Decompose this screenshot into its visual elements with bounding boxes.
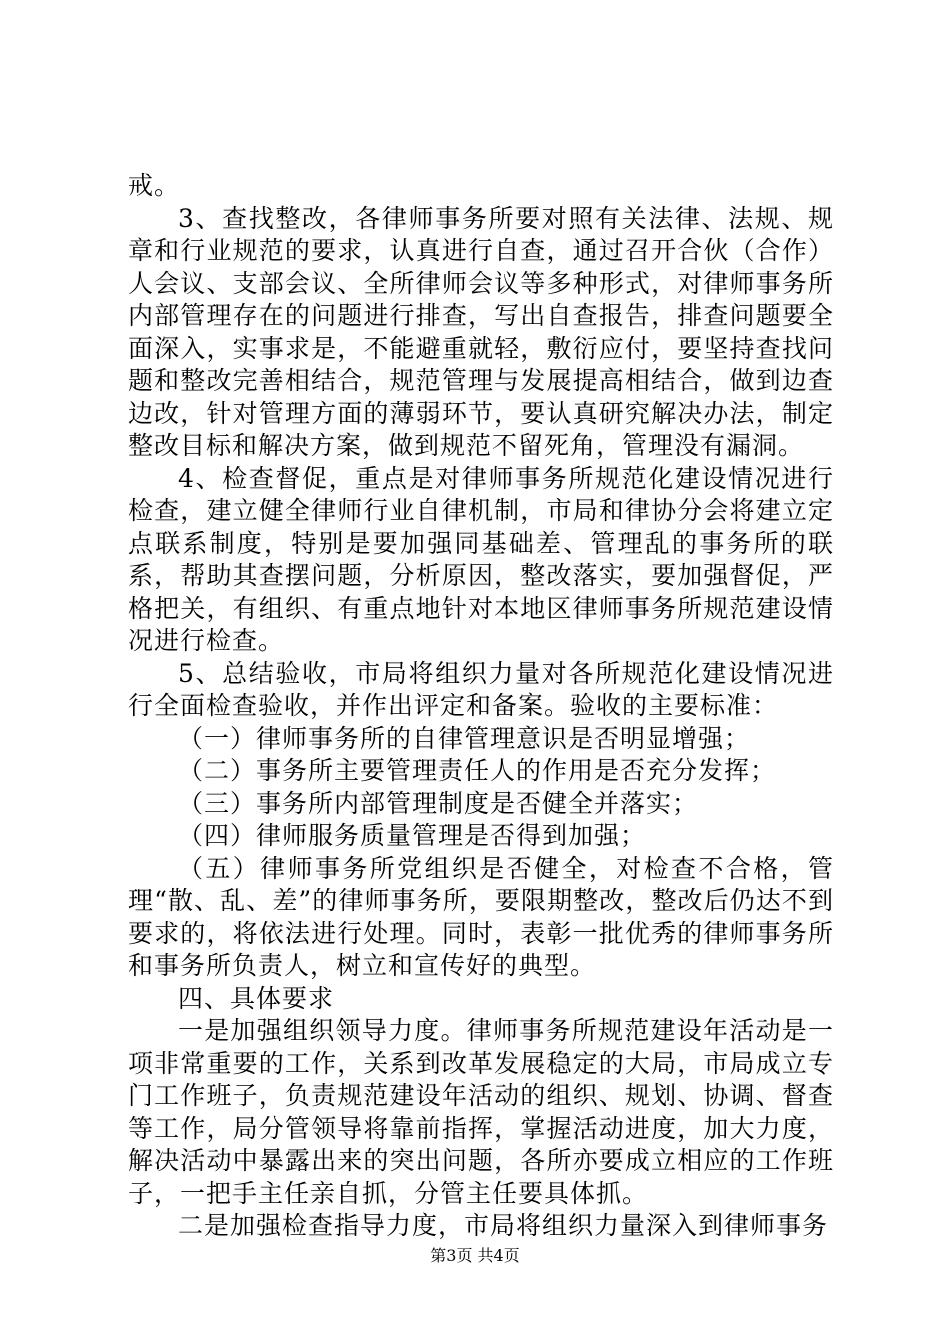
section-heading: 四、具体要求 (178, 983, 335, 1013)
paragraph: 3、查找整改，各律师事务所要对照有关法律、法规、规章和行业规范的要求，认真进行自查，通过召开合伙（合作）人会议、支部会议、全所律师会议等多种形式，对律师事务所内部管理存在的问题进行排查，写出自查报告，排查问题要全面深入，实事求是，不能避重就轻，敷衍应付，要坚持查找问题和整改完善相结合，规范管理与发展提高相结合，做到边查边改，针对管理方面的薄弱环节，要认真研究解决办法，制定整改目标和解决方案，做到规范不留死角，管理没有漏洞。 (128, 203, 834, 460)
list-item: （三）事务所内部管理制度是否健全并落实； (178, 788, 699, 818)
document-body (128, 170, 834, 1243)
list-item: （四）律师服务质量管理是否得到加强； (178, 821, 647, 850)
page-number: 第3页 共4页 (430, 1246, 520, 1265)
paragraph: 二是加强检查指导力度，市局将组织力量深入到律师事务 (178, 1211, 829, 1240)
paragraph: 一是加强组织领导力度。律师事务所规范建设年活动是一项非常重要的工作，关系到改革发展稳定的大局，市局成立专门工作班子，负责规范建设年活动的组织、规划、协调、督查等工作，局分管领导将靠前指挥，掌握活动进度，加大力度，解决活动中暴露出来的突出问题，各所亦要成立相应的工作班子，一把手主任亲自抓，分管主任要具体抓。 (128, 1016, 834, 1208)
paragraph: 戒。 (128, 171, 181, 200)
list-item: （五）律师事务所党组织是否健全，对检查不合格，管理“散、乱、差”的律师事务所，要限期整改，整改后仍达不到要求的，将依法进行处理。同时，表彰一批优秀的律师事务所和事务所负责人，树立和宣传好的典型。 (128, 853, 834, 980)
paragraph: 5、总结验收，市局将组织力量对各所规范化建设情况进行全面检查验收，并作出评定和备案。验收的主要标准： (128, 658, 834, 720)
paragraph: 4、检查督促，重点是对律师事务所规范化建设情况进行检查，建立健全律师行业自律机制，市局和律协分会将建立定点联系制度，特别是要加强同基础差、管理乱的事务所的联系，帮助其查摆问题，分析原因，整改落实，要加强督促，严格把关，有组织、有重点地针对本地区律师事务所规范建设情况进行检查。 (128, 463, 834, 655)
list-item: （二）事务所主要管理责任人的作用是否充分发挥； (178, 756, 777, 785)
list-item: （一）律师事务所的自律管理意识是否明显增强； (178, 723, 751, 753)
page-footer (0, 1246, 950, 1266)
